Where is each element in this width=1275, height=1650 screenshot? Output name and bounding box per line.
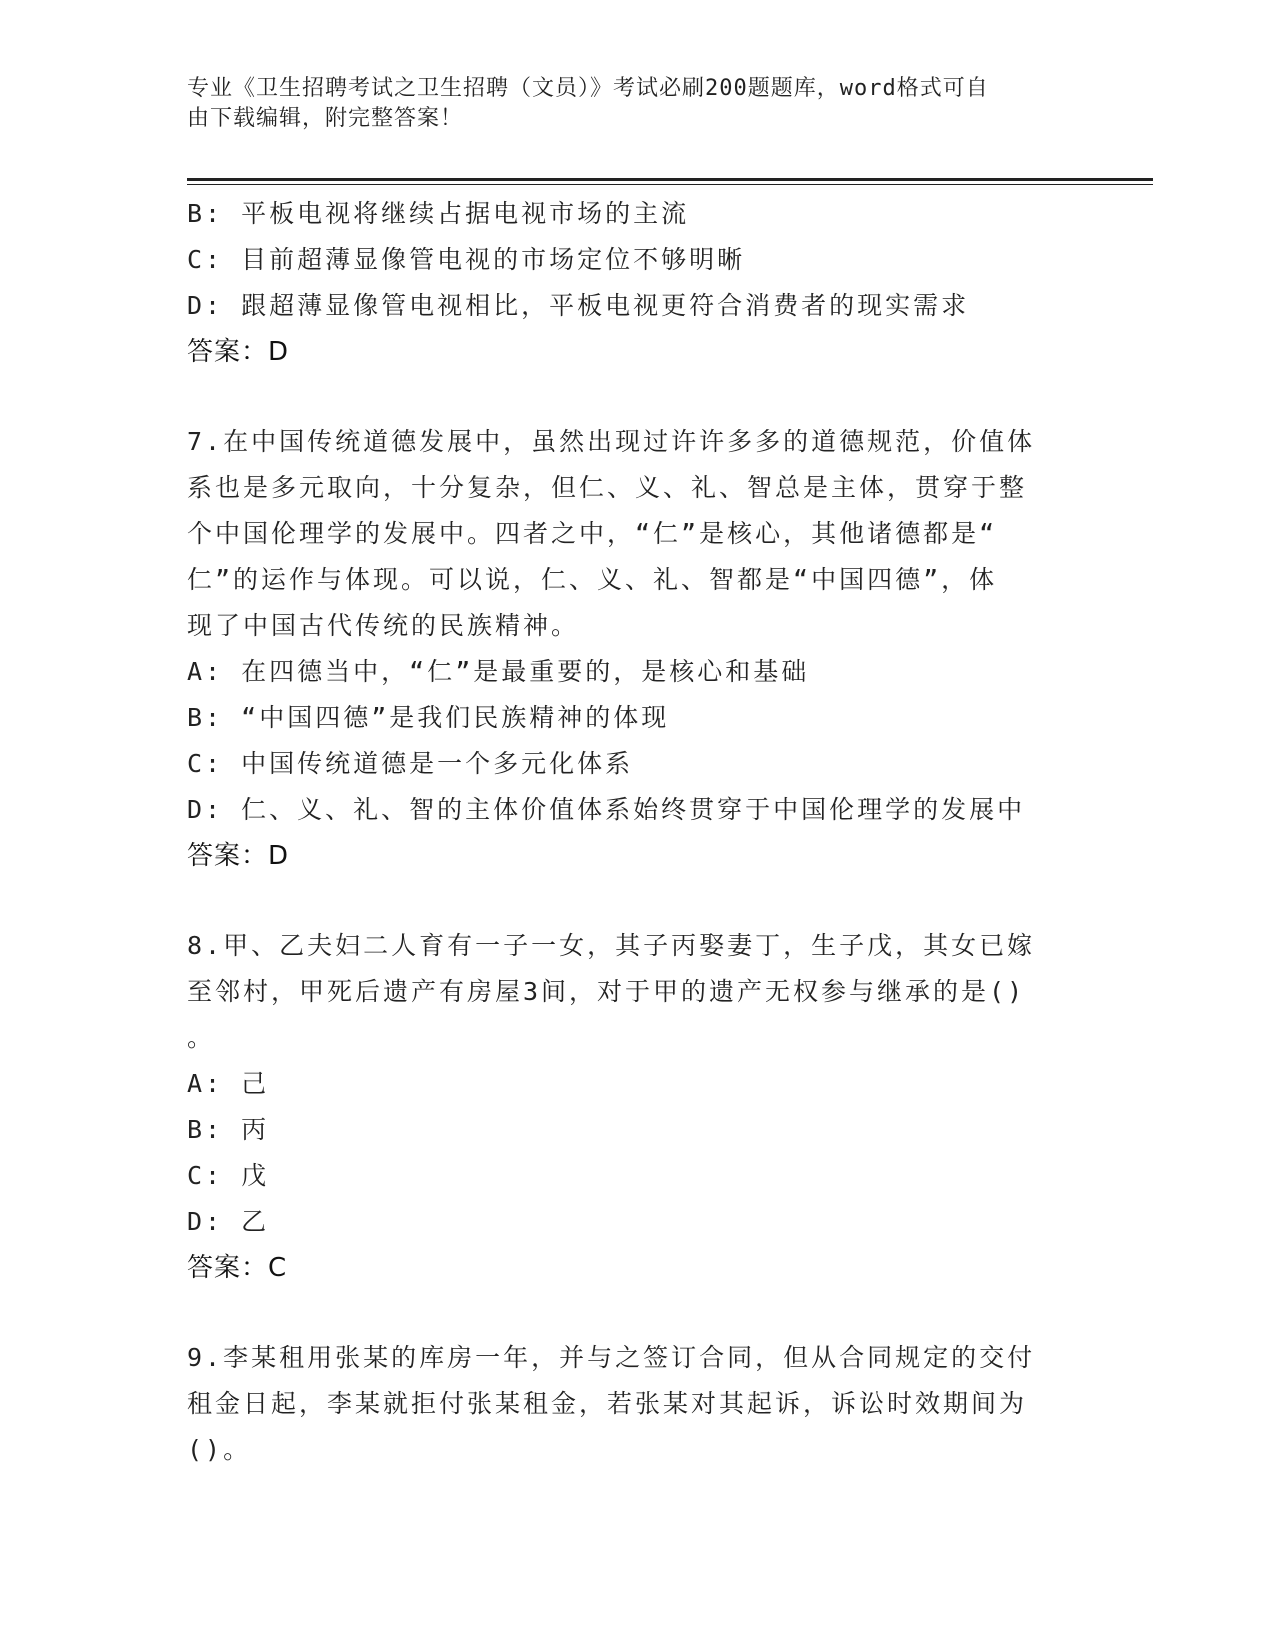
question-stem-line: 8.甲、乙夫妇二人育有一子一女，其子丙娶妻丁，生子戊，其女已嫁: [187, 931, 1036, 960]
question-9: [187, 1335, 1067, 1473]
spacer: [187, 1291, 1067, 1335]
question-stem-line: ()。: [187, 1435, 252, 1464]
document-header: [187, 74, 1067, 134]
option-b: B: “中国四德”是我们民族精神的体现: [187, 703, 670, 732]
header-rule-thick: [187, 178, 1153, 181]
option-c: C: 戊: [187, 1161, 270, 1190]
header-title-line-2: 由下载编辑，附完整答案！: [187, 106, 464, 131]
header-rule-thin: [187, 184, 1153, 185]
option-a: A: 己: [187, 1069, 270, 1098]
question-stem-line: 现了中国古代传统的民族精神。: [187, 611, 580, 640]
question-stem-line: 个中国伦理学的发展中。四者之中，“仁”是核心，其他诸德都是“: [187, 519, 998, 548]
option-c: C: 目前超薄显像管电视的市场定位不够明晰: [187, 245, 746, 274]
header-title-line-1: 专业《卫生招聘考试之卫生招聘（文员）》考试必刷200题题库，word格式可自: [187, 76, 989, 101]
question-stem-line: 仁”的运作与体现。可以说，仁、义、礼、智都是“中国四德”，体: [187, 565, 998, 594]
question-6-continued: [187, 191, 1067, 375]
question-stem-line: 系也是多元取向，十分复杂，但仁、义、礼、智总是主体，贯穿于整: [187, 473, 1028, 502]
document-body: [187, 191, 1067, 1473]
question-stem-line: 租金日起，李某就拒付张某租金，若张某对其起诉，诉讼时效期间为: [187, 1389, 1028, 1418]
option-d: D: 仁、义、礼、智的主体价值体系始终贯穿于中国伦理学的发展中: [187, 795, 1026, 824]
question-stem-line: 9.李某租用张某的库房一年，并与之签订合同，但从合同规定的交付: [187, 1343, 1036, 1372]
answer-line: 答案：D: [187, 841, 290, 871]
option-c: C: 中国传统道德是一个多元化体系: [187, 749, 634, 778]
option-a: A: 在四德当中，“仁”是最重要的，是核心和基础: [187, 657, 810, 686]
option-d: D: 跟超薄显像管电视相比，平板电视更符合消费者的现实需求: [187, 291, 970, 320]
answer-line: 答案：D: [187, 337, 290, 367]
option-d: D: 乙: [187, 1207, 270, 1236]
spacer: [187, 375, 1067, 419]
question-stem-line: 。: [187, 1023, 216, 1052]
question-stem-line: 7.在中国传统道德发展中，虽然出现过许许多多的道德规范，价值体: [187, 427, 1036, 456]
question-8: [187, 923, 1067, 1291]
answer-line: 答案：C: [187, 1253, 288, 1283]
option-b: B: 丙: [187, 1115, 270, 1144]
question-7: [187, 419, 1067, 879]
option-b: B: 平板电视将继续占据电视市场的主流: [187, 199, 690, 228]
question-stem-line: 至邻村，甲死后遗产有房屋3间，对于甲的遗产无权参与继承的是(): [187, 977, 1026, 1006]
spacer: [187, 879, 1067, 923]
